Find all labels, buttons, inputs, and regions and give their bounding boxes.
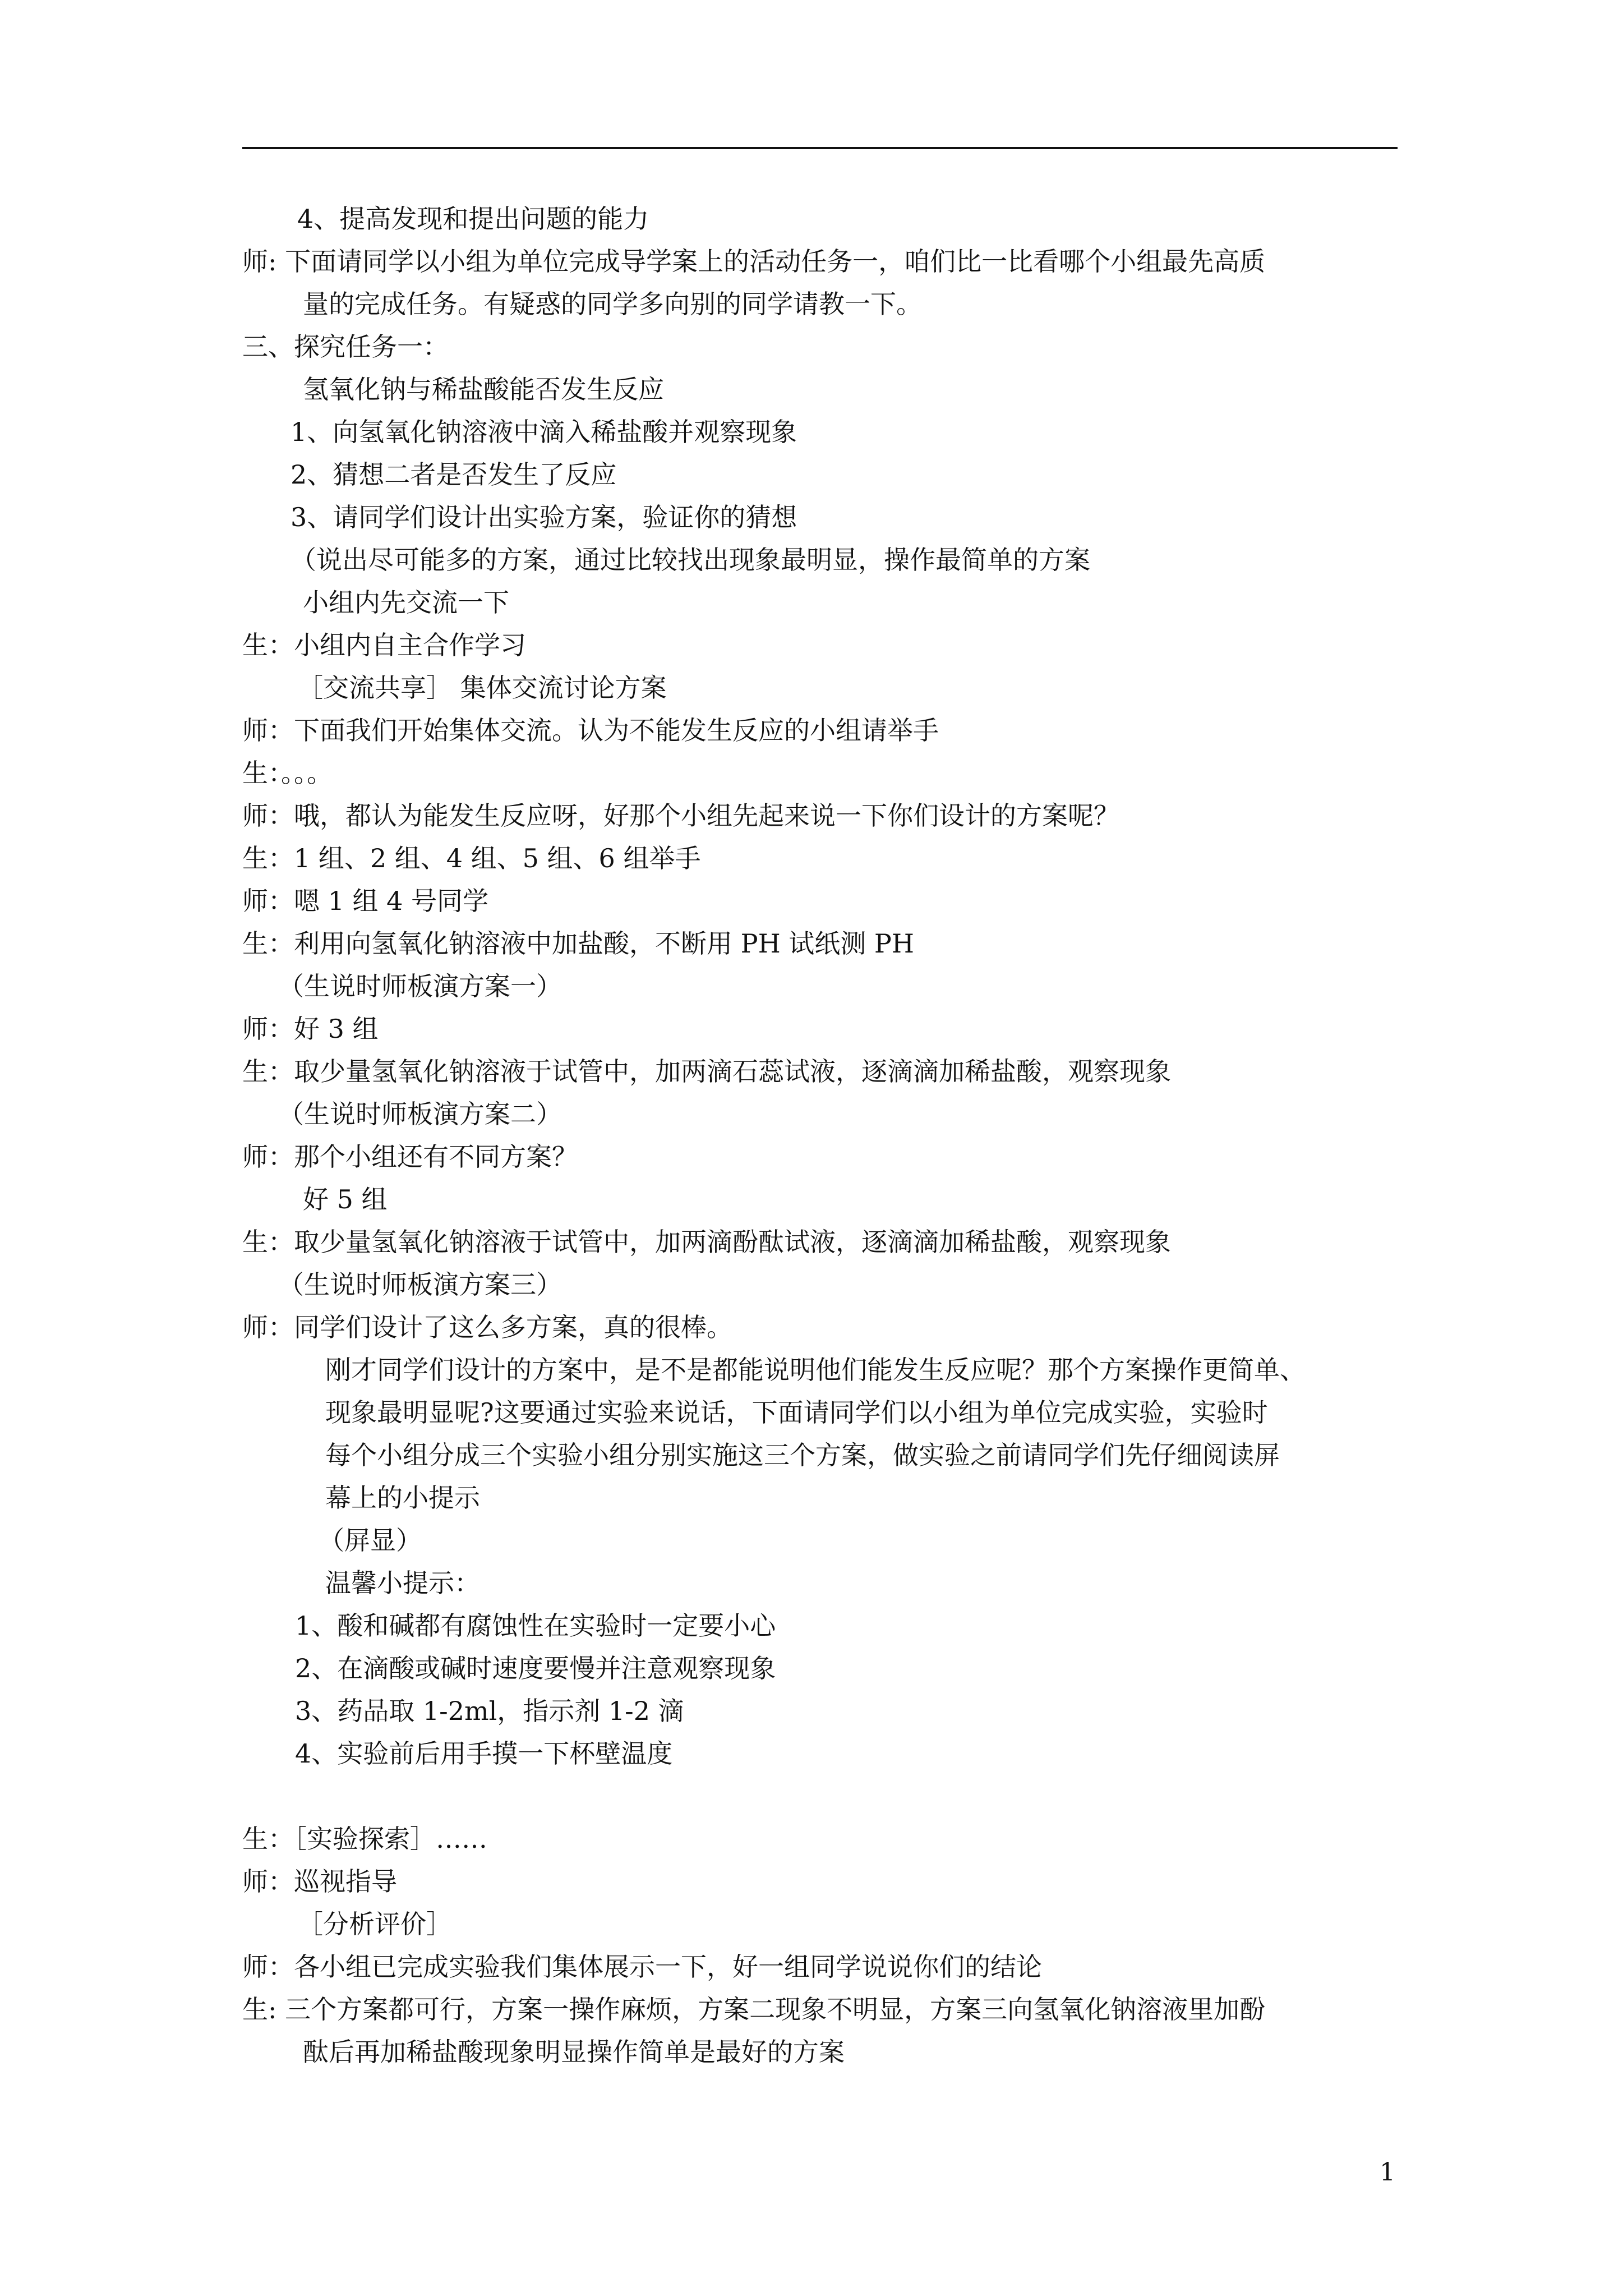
text-line: （生说时师板演方案一）	[278, 971, 562, 1001]
text-line: （生说时师板演方案三）	[278, 1269, 562, 1300]
text-line: 生：取少量氢氧化钠溶液于试管中，加两滴石蕊试液，逐滴滴加稀盐酸，观察现象	[242, 1056, 1171, 1087]
text-line: ［分析评价］	[297, 1909, 452, 1939]
text-line: （生说时师板演方案二）	[278, 1099, 562, 1129]
text-line: 生: 三个方案都可行，方案一操作麻烦，方案二现象不明显，方案三向氢氧化钠溶液里加酚	[242, 1994, 1266, 2024]
text-line: 生：利用向氢氧化钠溶液中加盐酸，不断用 PH 试纸测 PH	[242, 928, 914, 959]
text-line: 生：取少量氢氧化钠溶液于试管中，加两滴酚酞试液，逐滴滴加稀盐酸，观察现象	[242, 1227, 1171, 1257]
text-line: 师: 下面请同学以小组为单位完成导学案上的活动任务一，咱们比一比看哪个小组最先高质	[242, 246, 1266, 277]
text-line: 幕上的小提示	[325, 1483, 480, 1513]
text-line: 量的完成任务。有疑惑的同学多向别的同学请教一下。	[303, 289, 922, 319]
tip-item: 4、实验前后用手摸一下杯壁温度	[295, 1738, 673, 1769]
text-line: 师：同学们设计了这么多方案，真的很棒。	[242, 1312, 732, 1342]
text-line: 师：好 3 组	[242, 1014, 379, 1044]
tip-item: 1、酸和碱都有腐蚀性在实验时一定要小心	[295, 1611, 776, 1641]
text-line: 师：嗯 1 组 4 号同学	[242, 886, 489, 916]
text-line: 酞后再加稀盐酸现象明显操作简单是最好的方案	[303, 2037, 845, 2067]
page-number: 1	[1380, 2158, 1395, 2187]
text-line: 师：巡视指导	[242, 1866, 397, 1897]
text-line: 生：小组内自主合作学习	[242, 630, 526, 660]
text-line: 师：那个小组还有不同方案？	[242, 1142, 578, 1172]
text-line: 师：各小组已完成实验我们集体展示一下，好一组同学说说你们的结论	[242, 1952, 1042, 1982]
text-line: （说出尽可能多的方案，通过比较找出现象最明显，操作最简单的方案	[291, 545, 1090, 575]
text-line: （屏显）	[319, 1525, 422, 1556]
text-line: 生：。。。	[242, 758, 333, 788]
text-line: 生：1 组、2 组、4 组、5 组、6 组举手	[242, 843, 701, 873]
text-line: 3、请同学们设计出实验方案，验证你的猜想	[291, 502, 797, 532]
header-rule	[242, 147, 1398, 149]
text-line: 师：下面我们开始集体交流。认为不能发生反应的小组请举手	[242, 715, 939, 746]
text-line: 刚才同学们设计的方案中，是不是都能说明他们能发生反应呢？那个方案操作更简单、	[325, 1355, 1306, 1385]
section-heading: 三、探究任务一：	[242, 332, 449, 362]
tip-item: 3、药品取 1-2ml，指示剂 1-2 滴	[295, 1696, 684, 1726]
tip-item: 2、在滴酸或碱时速度要慢并注意观察现象	[295, 1653, 776, 1683]
text-line: 1、向氢氧化钠溶液中滴入稀盐酸并观察现象	[291, 417, 797, 447]
text-line: 2、猜想二者是否发生了反应	[291, 459, 617, 490]
text-line: 每个小组分成三个实验小组分别实施这三个方案，做实验之前请同学们先仔细阅读屏	[325, 1440, 1280, 1470]
text-line: 氢氧化钠与稀盐酸能否发生反应	[303, 374, 664, 404]
text-line: 生：［实验探索］……	[242, 1824, 487, 1854]
text-line: 师：哦，都认为能发生反应呀，好那个小组先起来说一下你们设计的方案呢？	[242, 800, 1119, 831]
text-line: ［交流共享］ 集体交流讨论方案	[297, 673, 667, 703]
text-line: 小组内先交流一下	[303, 587, 509, 618]
text-line: 现象最明显呢?这要通过实验来说话，下面请同学们以小组为单位完成实验，实验时	[325, 1397, 1268, 1428]
text-line: 温馨小提示：	[325, 1568, 480, 1598]
text-line: 好 5 组	[303, 1184, 388, 1214]
text-line: 4、提高发现和提出问题的能力	[297, 204, 649, 234]
